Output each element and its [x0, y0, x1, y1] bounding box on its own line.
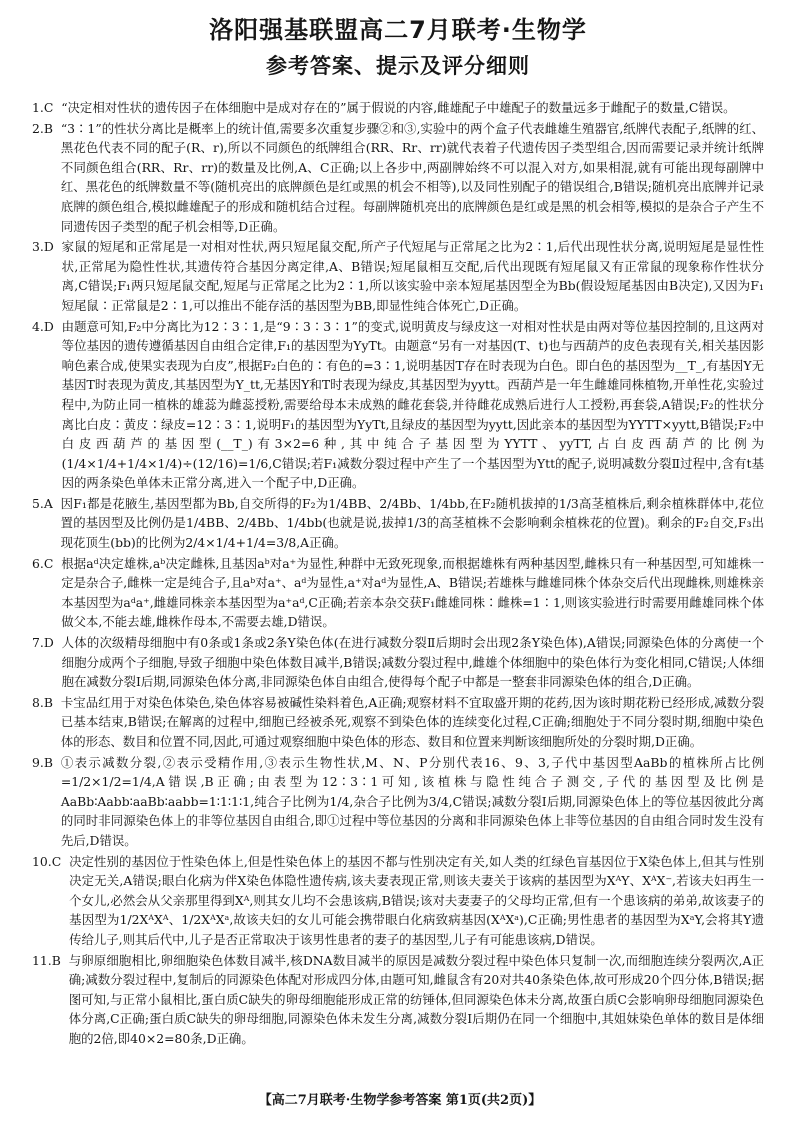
- answer-explanation: 家鼠的短尾和正常尾是一对相对性状,两只短尾鼠交配,所产子代短尾与正常尾之比为2∶1,后代出现性状分离,说明短尾是显性性状,正常尾为隐性性状,其遗传符合基因分离定律,A、B错误;短尾鼠相互交配,后代出现既有短尾鼠又有正常鼠的现象称作性状分离,C错误;F₁两只短尾鼠交配,短尾与正常尾之比为2∶1,所以该实验中亲本短尾基因型全为Bb(假设短尾基因由B决定),又因为F₁短尾鼠∶正常鼠是2∶1,可以推出不能存活的基因型为BB,即显性纯合体死亡,D正确。: [61, 239, 764, 313]
- answer-explanation: “3∶1”的性状分离比是概率上的统计值,需要多次重复步骤②和③,实验中的两个盒子代表雌雄生殖器官,纸牌代表配子,纸牌的红、黑花色代表不同的配子(R、r),所以不同颜色的纸牌组合(RR、Rr、rr)就代表着子代遗传因子类型组合,因而需要记录并统计纸牌不同颜色组合(RR、Rr、rr)的数量及比例,A、C正确;以上各步中,两副牌始终不可以混入对方,如果相混,就有可能出现每副牌中红、黑花色的纸牌数量不等(随机亮出的底牌颜色是红或黑的机会不相等),以及同性别配子的错误组合,B错误;随机亮出底牌并记录底牌的颜色组合,模拟雌雄配子的形成和随机结合过程。每副牌随机亮出的底牌颜色是红或是黑的机会相等,模拟的是杂合子产生不同遗传因子类型的配子机会相等,D正确。: [60, 120, 764, 234]
- answer-gap: [54, 633, 62, 653]
- answer-number: 3.D: [32, 239, 54, 255]
- answer-explanation: 与卵原细胞相比,卵细胞染色体数目减半,核DNA数目减半的原因是减数分裂过程中染色体只复制一次,而细胞连续分裂两次,A正确;减数分裂过程中,复制后的同源染色体配对形成四分体,由题可知,雌鼠含有20对共40条染色体,故可形成20个四分体,B错误;据图可知,与正常小鼠相比,蛋白质C缺失的卵母细胞能形成正常的纺锤体,但同源染色体未分离,故蛋白质C会影响卵母细胞同源染色体分离,C正确;蛋白质C缺失的卵母细胞,同源染色体未发生分离,减数分裂Ⅰ后期仍在同一个细胞中,其姐妹染色单体的数目是体细胞的2倍,即40×2=80条,D正确。: [68, 952, 764, 1046]
- answer-item: [32, 951, 764, 1049]
- answer-gap: [53, 693, 61, 713]
- answer-gap: [53, 554, 61, 574]
- answer-explanation: “决定相对性状的遗传因子在体细胞中是成对存在的”属于假说的内容,雌雄配子中雄配子的数量远多于雌配子的数量,C错误。: [61, 100, 736, 115]
- answer-number: 8.B: [32, 694, 53, 710]
- answer-item: [32, 119, 764, 237]
- answer-item: [32, 852, 764, 950]
- answer-number: 7.D: [32, 635, 54, 651]
- answer-number: 2.B: [32, 120, 53, 136]
- answer-number: 6.C: [32, 555, 54, 571]
- answer-gap: [53, 119, 61, 139]
- answer-explanation: 决定性别的基因位于性染色体上,但是性染色体上的基因不都与性别决定有关,如人类的红绿色盲基因位于X染色体上,但其与性别决定无关,A错误;眼白化病为伴X染色体隐性遗传病,该夫妻表现正常,则该夫妻关于该病的基因型为XᴬY、XᴬX⁻,若该夫妇再生一个女儿,必然会从父亲那里得到Xᴬ,则其女儿均不会患该病,B错误;该对夫妻妻子的父母均正常,但有一个患该病的弟弟,故该妻子的基因型为1/2XᴬXᴬ、1/2XᴬXᵃ,故该夫妇的女儿可能会携带眼白化病致病基因(XᴬXᵃ),C正确;男性患者的基因型为XᵃY,会将其Y遗传给儿子,则其后代中,儿子是否正常取决于该男性患者的妻子的基因型,儿子有可能患该病,D错误。: [69, 853, 764, 947]
- answer-item: [32, 633, 764, 692]
- answer-number: 1.C: [32, 100, 54, 115]
- answer-item: [32, 753, 764, 851]
- page-footer: 【高二7月联考·生物学参考答案 第1页(共2页)】: [258, 1093, 542, 1108]
- answer-explanation: 人体的次级精母细胞中有0条或1条或2条Y染色体(在进行减数分裂Ⅱ后期时会出现2条Y染色体),A错误;同源染色体的分离使一个细胞分成两个子细胞,导致子细胞中染色体数目减半,B错误;减数分裂过程中,雌雄个体细胞中的染色体行为变化相同,C错误;人体细胞在减数分裂Ⅰ后期,同源染色体分离,非同源染色体自由组合,使得每个配子中都是一整套非同源染色体的组合,D正确。: [61, 635, 764, 690]
- answer-gap: [53, 494, 61, 514]
- answer-number: 9.B: [32, 754, 53, 770]
- page-subtitle: 参考答案、提示及评分细则: [266, 54, 530, 78]
- answer-explanation: 根据aᵈ决定雄株,aᵇ决定雌株,且基因aᵇ对a⁺为显性,种群中无致死现象,而根据雄株有两种基因型,雌株只有一种基因型,可知雄株一定是杂合子,雌株一定是纯合子,且aᵇ对a⁺、aᵈ为显性,a⁺对aᵈ为显性,A、B错误;若雄株与雌雄同株个体杂交后代出现雌株,则雄株亲本基因型为aᵈa⁺,雌雄同株亲本基因型为a⁺aᵈ,C正确;若亲本杂交获F₁雌雄同株∶雌株=1∶1,则该实验进行时需要用雌雄同株个体做父本,不能去雄,雌株作母本,不需要去雄,D错误。: [61, 555, 764, 630]
- answer-explanation: 因F₁都是花腋生,基因型都为Bb,自交所得的F₂为1/4BB、2/4Bb、1/4bb,在F₂随机拔掉的1/3高茎植株后,剩余植株群体中,花位置的基因型及比例仍是1/4BB、2/4Bb、1/4bb(也就是说,拔掉1/3的高茎植株不会影响剩余植株花的位置)。剩余的F₂自交,F₃出现花顶生(bb)的比例为2/4×1/4+1/4=3/8,A正确。: [60, 495, 764, 551]
- answer-item: [32, 693, 764, 752]
- answer-explanation: 由题意可知,F₂中分离比为12∶3∶1,是“9∶3∶3∶1”的变式,说明黄皮与绿皮这一对相对性状是由两对等位基因控制的,且这两对等位基因的遗传遵循基因自由组合定律,F₁的基因型为YyTt。由题意“另有一对基因(T、t)也与西葫芦的皮色表现有关,相关基因影响色素合成,使果实表现为白皮”,根据F₂白色的∶有色的=3∶1,说明基因T存在时表现为白色。即白色的基因型为__T_,有基因Y无基因T时表现为黄皮,其基因型为Y_tt,无基因Y和T时表现为绿皮,其基因型为yytt。西葫芦是一年生雌雄同株植物,开单性花,实验过程中,为防止同一植株的雄蕊为雌蕊授粉,需要给母本未成熟的雌花套袋,并待雌花成熟后进行人工授粉,再套袋,A错误;F₂的性状分离比白皮∶黄皮∶绿皮=12∶3∶1,说明F₁的基因型为YyTt,且绿皮的基因型为yytt,因此亲本的基因型为YYTT×yytt,B错误;F₂中白皮西葫芦的基因型(__T_)有3×2=6种,其中纯合子基因型为YYTT、yyTT,占白皮西葫芦的比例为(1/4×1/4+1/4×1/4)÷(12/16)=1/6,C错误;若F₁减数分裂过程中产生了一个基因型为Ytt的配子,说明减数分裂Ⅱ过程中,含有t基因的两条染色单体未正常分离,进入一个配子中,D正确。: [61, 318, 764, 491]
- answer-gap: [54, 237, 62, 257]
- answer-explanation: 卡宝品红用于对染色体染色,染色体容易被碱性染料着色,A正确;观察材料不宜取盛开期的花药,因为该时期花粉已经形成,减数分裂已基本结束,B错误;在解离的过程中,细胞已经被杀死,观察不到染色体的连续变化过程,C正确;细胞处于不同分裂时期,细胞中染色体的形态、数目和位置不同,因此,可通过观察细胞中染色体的形态、数目和位置来判断该细胞所处的分裂时期,D正确。: [60, 694, 764, 749]
- page-title: 洛阳强基联盟高二7月联考·生物学: [209, 16, 587, 44]
- answer-item: [32, 98, 764, 118]
- answer-number: 11.B: [32, 952, 61, 968]
- answer-item: [32, 554, 764, 632]
- answer-gap: [53, 98, 61, 118]
- answer-gap: [61, 852, 69, 872]
- answer-gap: [53, 753, 61, 773]
- answer-item: [32, 237, 764, 315]
- answer-number: 5.A: [32, 495, 53, 511]
- answer-number: 10.C: [32, 853, 62, 869]
- answer-item: [32, 317, 764, 493]
- answer-gap: [54, 317, 62, 337]
- answer-explanation: ①表示减数分裂,②表示受精作用,③表示生物性状,M、N、P分别代表16、9、3,子代中基因型AaBb的植株所占比例=1/2×1/2=1/4,A错误,B正确;由表型为12∶3∶1可知,该植株与隐性纯合子测交,子代的基因型及比例是AaBb∶Aabb∶aaBb∶aabb=1∶1∶1∶1,纯合子比例为1/4,杂合子比例为3/4,C错误;减数分裂Ⅰ后期,同源染色体上的等位基因彼此分离的同时非同源染色体上的非等位基因自由组合,即①过程中等位基因的分离和非同源染色体上非等位基因的自由组合同时发生没有先后,D错误。: [60, 754, 764, 848]
- answer-number: 4.D: [32, 318, 54, 334]
- answer-list: [32, 98, 764, 1049]
- answer-item: [32, 494, 764, 553]
- answer-gap: [61, 951, 69, 971]
